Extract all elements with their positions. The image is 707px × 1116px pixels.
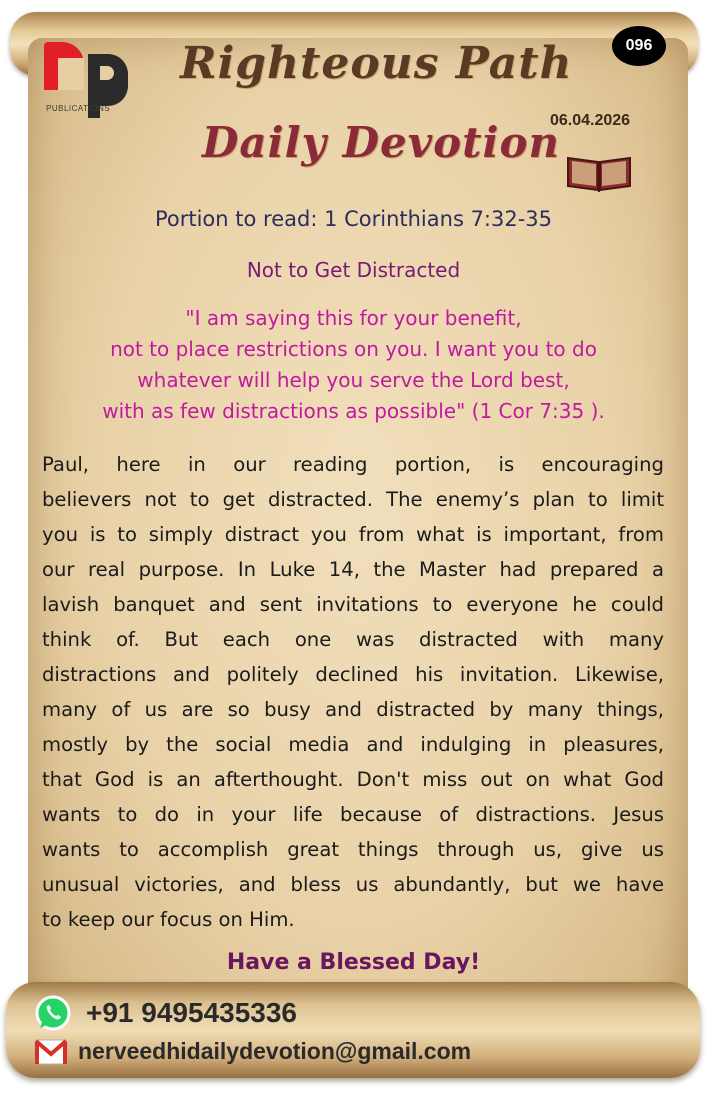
verse-line: "I am saying this for your benefit, <box>185 306 522 330</box>
verse-line: with as few distractions as possible" (1 Cor 7:35 ). <box>102 399 605 423</box>
body-line: think of. But each one was distracted with many <box>42 628 664 651</box>
body-line: you is to simply distract you from what is important, from <box>42 523 664 546</box>
whatsapp-icon <box>34 994 72 1032</box>
reading-portion: Portion to read: 1 Corinthians 7:32-35 <box>154 207 553 231</box>
devotion-heading: Daily Devotion <box>202 118 561 167</box>
key-verse <box>40 303 667 427</box>
phone-contact[interactable] <box>34 994 297 1032</box>
body-line: our real purpose. In Luke 14, the Master had prepared a <box>42 558 664 581</box>
body-line: wants to accomplish great things through us, give us <box>42 838 664 861</box>
body-line: distractions and politely declined his invitation. Likewise, <box>42 663 664 686</box>
mail-icon <box>34 1039 68 1065</box>
devotion-title: Not to Get Distracted <box>246 258 461 282</box>
open-book-icon <box>564 152 634 194</box>
body-line: wants to do in your life because of distractions. Jesus <box>42 803 664 826</box>
body-line: unusual victories, and bless us abundantly, but we have <box>42 873 664 896</box>
devotion-body <box>42 447 664 937</box>
phone-number: +91 9495435336 <box>86 997 297 1028</box>
devotion-date: 06.04.2026 <box>550 112 631 129</box>
verse-line: whatever will help you serve the Lord best, <box>137 368 570 392</box>
logo-subtext: PUBLICATIONS <box>46 104 111 113</box>
email-address: nerveedhidailydevotion@gmail.com <box>78 1038 472 1064</box>
body-line: Paul, here in our reading portion, is encouraging <box>42 453 664 476</box>
issue-number-badge: 096 <box>612 26 666 66</box>
body-line: believers not to get distracted. The enemy’s plan to limit <box>42 488 664 511</box>
body-line: mostly by the social media and indulging in pleasures, <box>42 733 664 756</box>
verse-line: not to place restrictions on you. I want you to do <box>110 337 597 361</box>
closing-blessing: Have a Blessed Day! <box>226 950 481 975</box>
email-contact[interactable] <box>34 1038 471 1065</box>
brand-title: Righteous Path <box>180 38 573 89</box>
body-line: lavish banquet and sent invitations to everyone he could <box>42 593 664 616</box>
body-line: to keep our focus on Him. <box>42 908 295 931</box>
body-line: many of us are so busy and distracted by many things, <box>42 698 664 721</box>
body-line: that God is an afterthought. Don't miss out on what God <box>42 768 664 791</box>
